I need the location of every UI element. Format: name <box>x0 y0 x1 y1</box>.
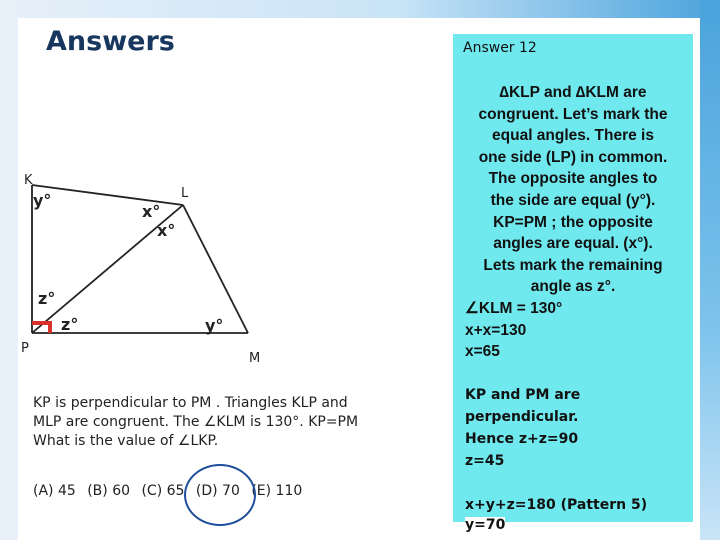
explanation-line: x+x=130 <box>465 321 527 339</box>
angle-y-at-m: y° <box>205 316 224 335</box>
problem-line: KP is perpendicular to PM . Triangles KLP and <box>33 395 348 411</box>
explanation-line: ∆KLP and ∆KLM are <box>499 84 647 101</box>
note-line: perpendicular. <box>465 409 579 425</box>
choice-b: (B) 60 <box>87 483 131 499</box>
segment-lm <box>183 205 248 333</box>
answer-explanation <box>453 82 693 363</box>
explanation-line: ∠KLM = 130° <box>465 299 563 317</box>
explanation-line: KP=PM ; the opposite <box>493 213 653 231</box>
angle-z-at-p-lower: z° <box>61 315 79 334</box>
angle-x-at-l-lower: x° <box>157 221 176 240</box>
vertex-p-label: P <box>21 341 29 356</box>
explanation-line: angles are equal. (x°). <box>493 235 653 253</box>
explanation-line: x=65 <box>465 343 500 361</box>
problem-statement <box>33 394 393 451</box>
choice-c: (C) 65 <box>141 483 185 499</box>
explanation-line: congruent. Let’s mark the <box>478 105 668 123</box>
note-line: z=45 <box>465 453 505 469</box>
problem-line: What is the value of ∠LKP. <box>33 433 219 449</box>
explanation-line: one side (LP) in common. <box>478 148 668 166</box>
explanation-line: equal angles. There is <box>492 127 654 145</box>
note-spacer <box>465 472 675 494</box>
final-answer-text: y=70 <box>465 517 506 533</box>
segment-kl <box>32 185 183 205</box>
note-line: KP and PM are <box>465 387 581 403</box>
vertex-m-label: M <box>249 351 261 366</box>
vertex-l-label: L <box>181 186 189 201</box>
final-answer <box>465 514 505 533</box>
answer-choices <box>33 483 302 499</box>
note-line: x+y+z=180 (Pattern 5) <box>465 497 648 513</box>
answer-notes <box>465 384 675 516</box>
choice-e: (E) 110 <box>251 483 303 499</box>
explanation-line: Lets mark the remaining <box>483 256 663 274</box>
angle-y-at-k: y° <box>33 191 52 210</box>
angle-x-at-l-upper: x° <box>142 202 161 221</box>
note-line: Hence z+z=90 <box>465 431 579 447</box>
problem-line: MLP are congruent. The ∠KLM is 130°. KP=PM <box>33 414 359 430</box>
choice-a: (A) 45 <box>33 483 76 499</box>
choice-d: (D) 70 <box>195 483 240 499</box>
explanation-line: angle as z°. <box>530 278 616 296</box>
slide-title: Answers <box>46 26 175 57</box>
answer-panel-heading: Answer 12 <box>463 40 537 56</box>
angle-z-at-p-upper: z° <box>38 289 56 308</box>
explanation-line: The opposite angles to <box>488 170 658 188</box>
explanation-line: the side are equal (y°). <box>490 191 656 209</box>
vertex-k-label: K <box>24 173 33 188</box>
